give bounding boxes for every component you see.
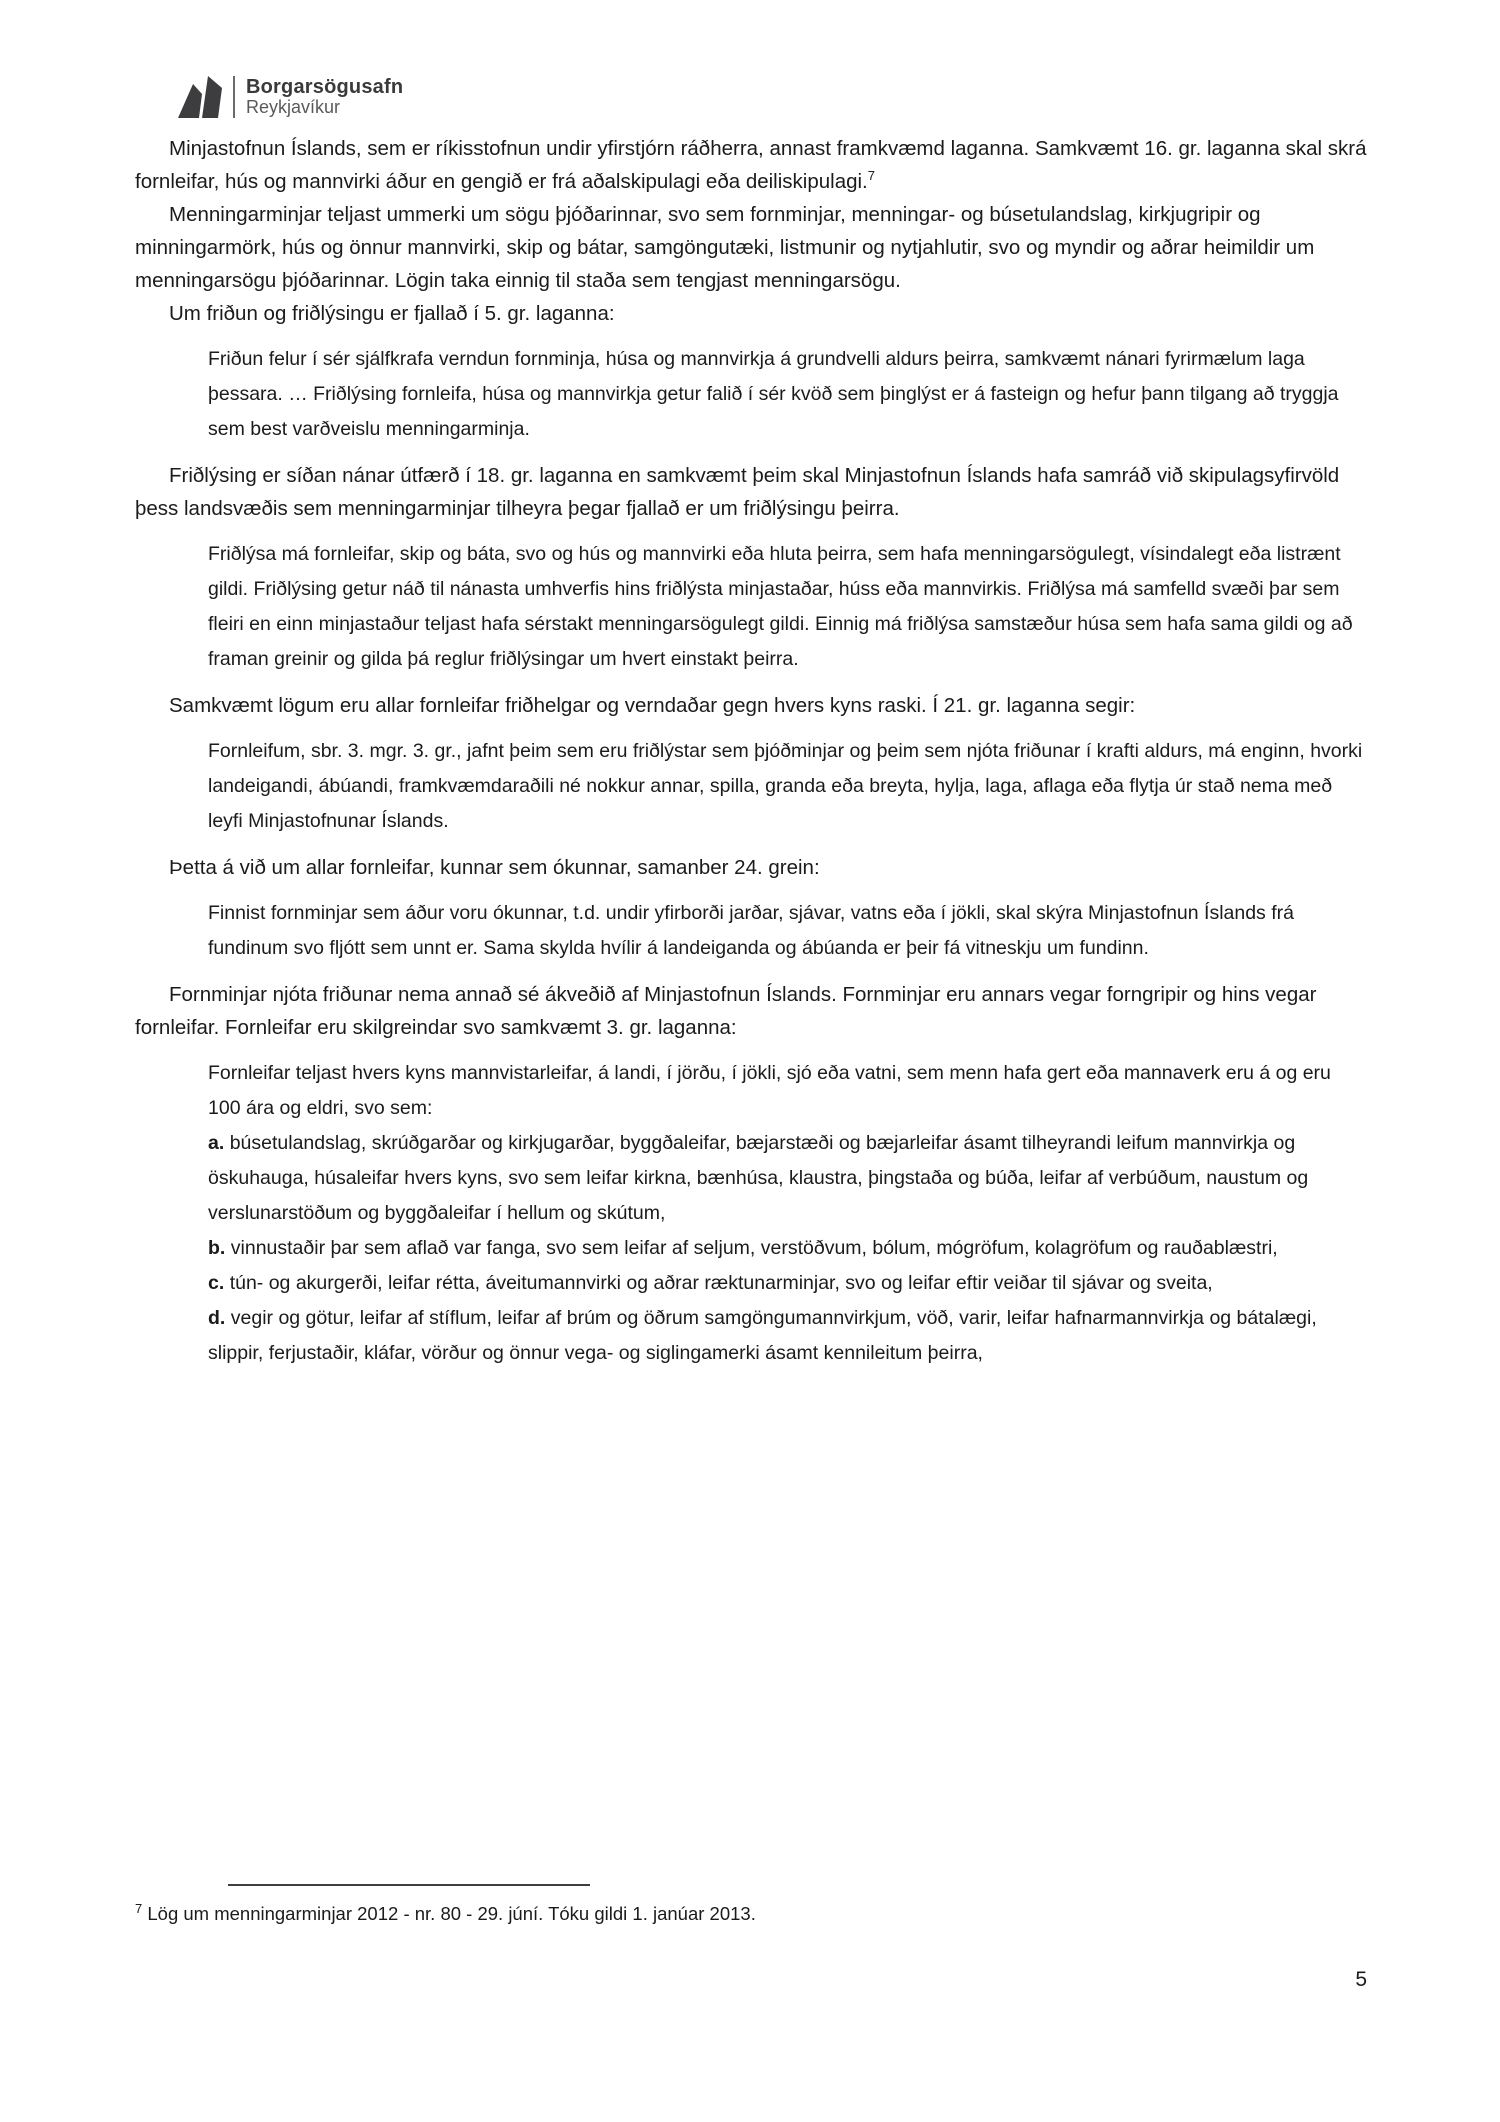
block-quote-definition-list xyxy=(208,1056,1367,1371)
block-quote xyxy=(208,537,1367,677)
logo-divider xyxy=(233,76,235,118)
paragraph-text: Minjastofnun Íslands, sem er ríkisstofnun undir yfirstjórn ráðherra, annast framkvæmd laganna. Samkvæmt 16. gr. laganna skal skrá fornleifar, hús og mannvirki áður en gengið er frá aðalskipulagi eða deiliskipulagi. xyxy=(135,137,1367,193)
quote-text: Friðlýsa má fornleifar, skip og báta, svo og hús og mannvirki eða hluta þeirra, sem hafa menningarsögulegt, vísindalegt eða listrænt gildi. Friðlýsing getur náð til nánasta umhverfis hins friðlýsta minjastaðar, húss eða mannvirkis. Friðlýsa má samfelld svæði þar sem fleiri en einn minjastaður teljast hafa sérstakt menningarsögulegt gildi. Einnig má friðlýsa samstæður húsa sem hafa sama gildi og að framan greinir og gilda þá reglur friðlýsingar um hvert einstakt þeirra. xyxy=(208,543,1353,670)
block-quote xyxy=(208,734,1367,839)
block-quote xyxy=(208,896,1367,966)
list-item xyxy=(208,1126,1367,1231)
document-body xyxy=(135,132,1367,1383)
logo-title: Borgarsögusafn xyxy=(246,76,404,99)
footnote-marker: 7 xyxy=(135,1900,143,1916)
paragraph: Samkvæmt lögum eru allar fornleifar friðhelgar og verndaðar gegn hvers kyns raski. Í 21. gr. laganna segir: xyxy=(169,694,1136,717)
block-quote xyxy=(208,342,1367,447)
paragraph xyxy=(135,132,1367,198)
paragraph: Friðlýsing er síðan nánar útfærð í 18. gr. laganna en samkvæmt þeim skal Minjastofnun Íslands hafa samráð við skipulagsyfirvöld þess landsvæðis sem menningarminjar tilheyra þegar fjallað er um friðlýsingu þeirra. xyxy=(135,464,1340,520)
list-item-text: tún- og akurgerði, leifar rétta, áveitumannvirki og aðrar ræktunarminjar, svo og leifar eftir veiðar til sjávar og sveita, xyxy=(229,1272,1213,1294)
list-item-marker: d. xyxy=(208,1307,226,1329)
quote-text: Friðun felur í sér sjálfkrafa verndun fornminja, húsa og mannvirkja á grundvelli aldurs þeirra, samkvæmt nánari fyrirmælum laga þessara. … Friðlýsing fornleifa, húsa og mannvirkja getur falið í sér kvöð sem þinglýst er á fasteign og hefur þann tilgang að tryggja sem best varðveislu menningarminja. xyxy=(208,348,1339,440)
list-item-text: vinnustaðir þar sem aflað var fanga, svo sem leifar af seljum, verstöðvum, bólum, mógröfum, kolagröfum og rauðablæstri, xyxy=(230,1237,1278,1259)
paragraph: Þetta á við um allar fornleifar, kunnar sem ókunnar, samanber 24. grein: xyxy=(169,856,820,879)
logo-subtitle: Reykjavíkur xyxy=(246,97,341,118)
list-item-marker: b. xyxy=(208,1237,226,1259)
list-item xyxy=(208,1266,1367,1301)
mountain-logo-icon xyxy=(178,76,222,118)
list-item-marker: c. xyxy=(208,1272,225,1294)
footnote-reference: 7 xyxy=(867,168,875,184)
list-item-text: búsetulandslag, skrúðgarðar og kirkjugarðar, byggðaleifar, bæjarstæði og bæjarleifar ásamt tilheyrandi leifum mannvirkja og öskuhauga, húsaleifar hvers kyns, svo sem leifar kirkna, bænhúsa, klaustra, þingstaða og búða, leifar af verbúðum, naustum og verslunarstöðum og byggðaleifar í hellum og skútum, xyxy=(208,1132,1309,1224)
museum-logo xyxy=(178,76,403,118)
footnote-text: Lög um menningarminjar 2012 - nr. 80 - 29. júní. Tóku gildi 1. janúar 2013. xyxy=(147,1903,756,1924)
footnote xyxy=(135,1901,1367,1927)
paragraph: Fornminjar njóta friðunar nema annað sé ákveðið af Minjastofnun Íslands. Fornminjar eru annars vegar forngripir og hins vegar fornleifar. Fornleifar eru skilgreindar svo samkvæmt 3. gr. laganna: xyxy=(135,983,1317,1039)
list-item-text: vegir og götur, leifar af stíflum, leifar af brúm og öðrum samgöngumannvirkjum, vöð, varir, leifar hafnarmannvirkja og bátalægi, slippir, ferjustaðir, kláfar, vörður og önnur vega- og siglingamerki ásamt kennileitum þeirra, xyxy=(208,1307,1317,1364)
list-item xyxy=(208,1231,1367,1266)
footnote-separator xyxy=(228,1884,590,1886)
quote-text: Fornleifum, sbr. 3. mgr. 3. gr., jafnt þeim sem eru friðlýstar sem þjóðminjar og þeim sem njóta friðunar í krafti aldurs, má enginn, hvorki landeigandi, ábúandi, framkvæmdaraðili né nokkur annar, spilla, granda eða breyta, hylja, laga, aflaga eða flytja úr stað nema með leyfi Minjastofnunar Íslands. xyxy=(208,740,1363,832)
logo-text xyxy=(246,76,403,118)
list-item xyxy=(208,1301,1367,1371)
quote-intro-text: Fornleifar teljast hvers kyns mannvistarleifar, á landi, í jörðu, í jökli, sjó eða vatni, sem menn hafa gert eða mannaverk eru á og eru 100 ára og eldri, svo sem: xyxy=(208,1062,1331,1119)
paragraph: Um friðun og friðlýsingu er fjallað í 5. gr. laganna: xyxy=(169,302,615,325)
quote-text: Finnist fornminjar sem áður voru ókunnar, t.d. undir yfirborði jarðar, sjávar, vatns eða í jökli, skal skýra Minjastofnun Íslands frá fundinum svo fljótt sem unnt er. Sama skylda hvílir á landeiganda og ábúanda er þeir fá vitneskju um fundinn. xyxy=(208,902,1294,959)
page-number: 5 xyxy=(1355,1968,1367,1991)
list-item-marker: a. xyxy=(208,1132,225,1154)
paragraph: Menningarminjar teljast ummerki um sögu þjóðarinnar, svo sem fornminjar, menningar- og búsetulandslag, kirkjugripir og minningarmörk, hús og önnur mannvirki, skip og bátar, samgöngutæki, listmunir og nytjahlutir, svo og myndir og aðrar heimildir um menningarsögu þjóðarinnar. Lögin taka einnig til staða sem tengjast menningarsögu. xyxy=(135,203,1315,292)
